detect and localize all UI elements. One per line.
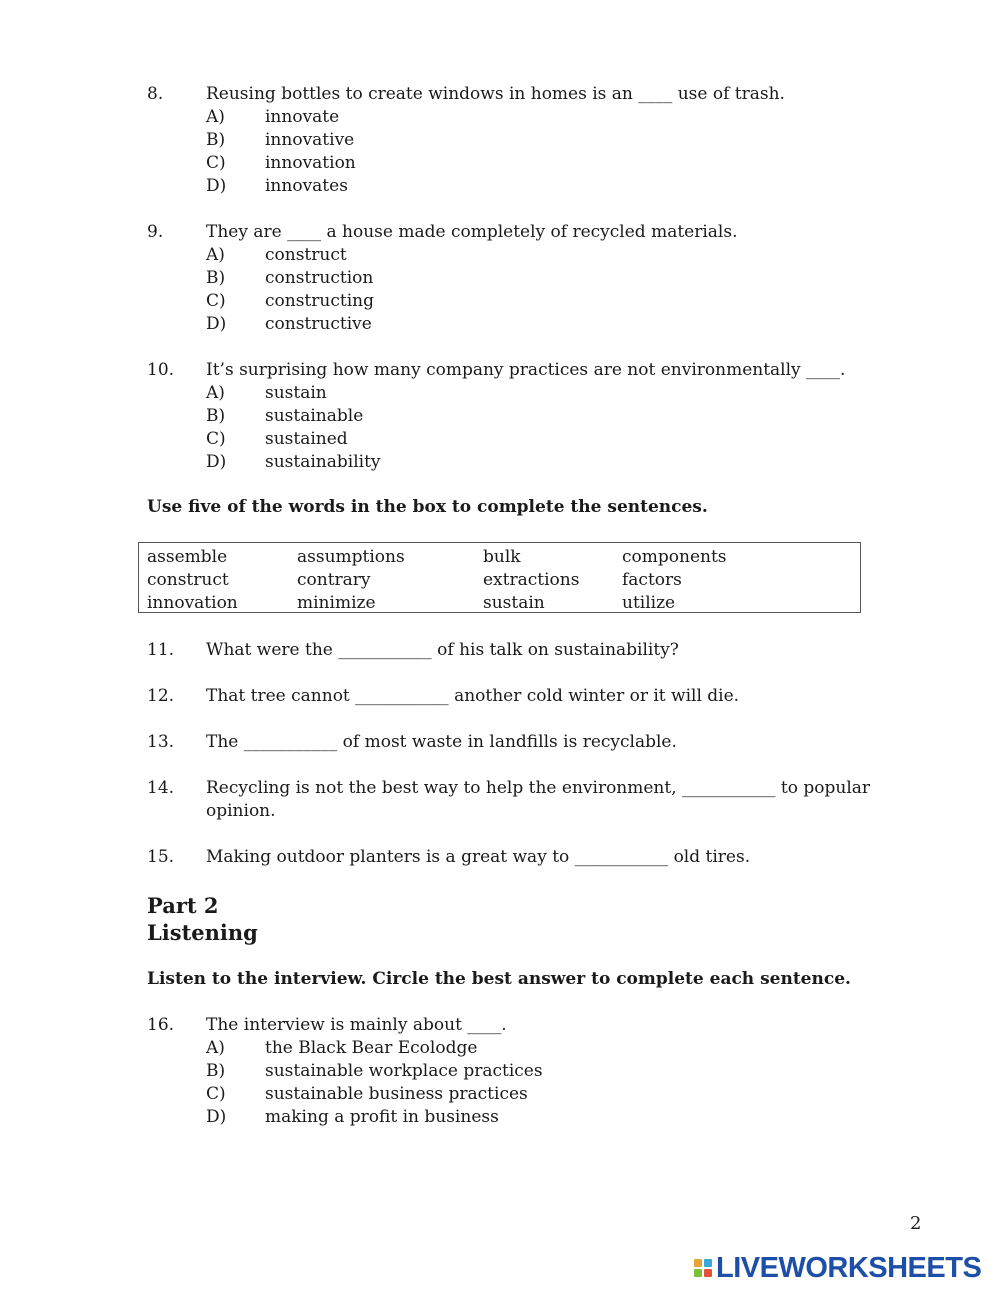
word-box-word: assumptions (297, 547, 405, 567)
question-number: 15. (147, 847, 175, 867)
question-number: 10. (147, 360, 175, 380)
word-box-word: components (622, 547, 727, 567)
question-number: 12. (147, 686, 175, 706)
question-number: 14. (147, 778, 175, 798)
question-number: 13. (147, 732, 175, 752)
question-text: What were the ___________ of his talk on sustainability? (206, 640, 679, 660)
word-box-word: extractions (483, 570, 580, 590)
question-text: Recycling is not the best way to help the environment, ___________ to popular (206, 778, 871, 798)
instruction-word-box: Use five of the words in the box to complete the sentences. (147, 497, 708, 517)
word-box-word: construct (147, 570, 229, 590)
word-box (138, 542, 861, 613)
question-number: 9. (147, 222, 164, 242)
word-box-word: bulk (483, 547, 521, 567)
word-box-word: sustain (483, 593, 545, 613)
word-box-word: innovation (147, 593, 238, 613)
question-number: 11. (147, 640, 175, 660)
word-box-word: minimize (297, 593, 376, 613)
word-box-word: contrary (297, 570, 371, 590)
liveworksheets-logo-icon (694, 1259, 712, 1277)
liveworksheets-logo[interactable] (694, 1253, 981, 1283)
question-number: 16. (147, 1015, 175, 1035)
instruction-listening: Listen to the interview. Circle the best answer to complete each sentence. (147, 969, 851, 989)
question-text: Reusing bottles to create windows in homes is an ____ use of trash. (206, 84, 785, 104)
section-heading: Listening (147, 920, 258, 945)
question-text: The ___________ of most waste in landfills is recyclable. (206, 732, 677, 752)
question-number: 8. (147, 84, 164, 104)
logo-text: LIVEWORKSHEETS (716, 1251, 982, 1284)
question-text-continued: opinion. (206, 801, 276, 821)
question-text: The interview is mainly about ____. (206, 1015, 507, 1035)
question-text: They are ____ a house made completely of recycled materials. (206, 222, 738, 242)
word-box-word: assemble (147, 547, 228, 567)
word-box-word: factors (622, 570, 682, 590)
word-box-word: utilize (622, 593, 676, 613)
question-text: That tree cannot ___________ another cold winter or it will die. (206, 686, 740, 706)
question-text: It’s surprising how many company practices are not environmentally ____. (206, 360, 846, 380)
question-text: Making outdoor planters is a great way to ___________ old tires. (206, 847, 751, 867)
part-heading: Part 2 (147, 893, 219, 918)
page-number: 2 (910, 1213, 922, 1234)
